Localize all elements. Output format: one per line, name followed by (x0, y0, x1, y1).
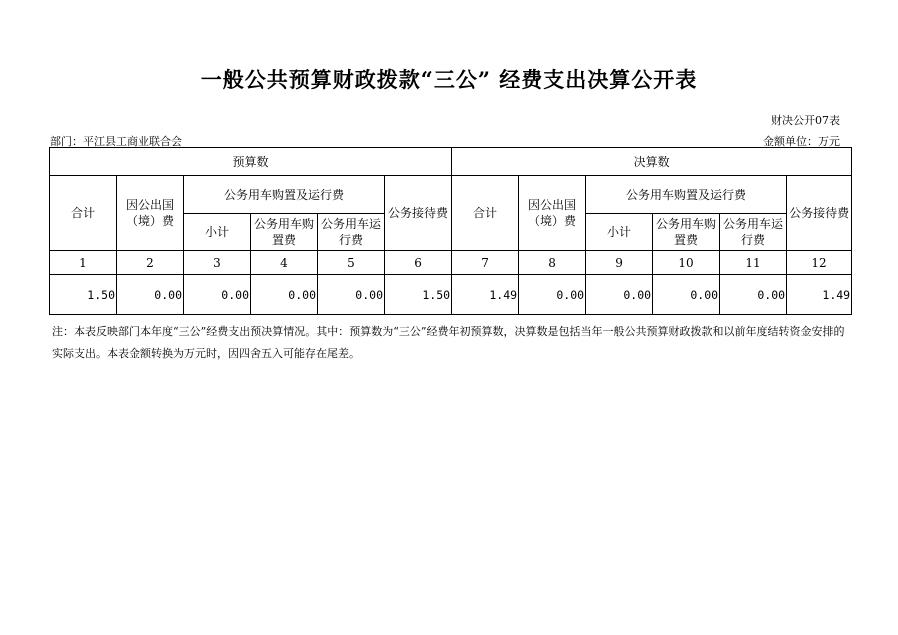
col-number: 12 (787, 251, 852, 275)
budget-vehicle-subtotal-value: 0.00 (184, 275, 251, 315)
actual-vehicle-subtotal-value: 0.00 (586, 275, 653, 315)
budget-vehicle-operation-value: 0.00 (318, 275, 385, 315)
col-number: 5 (318, 251, 385, 275)
form-code: 财决公开07表 (771, 114, 840, 127)
actual-abroad-header: 因公出国（境）费 (519, 176, 586, 251)
unit-label: 金额单位：万元 (763, 135, 840, 148)
actual-vehicle-operation-header: 公务用车运行费 (720, 214, 787, 251)
budget-vehicle-purchase-value: 0.00 (251, 275, 318, 315)
budget-total-value: 1.50 (50, 275, 117, 315)
actual-vehicle-operation-value: 0.00 (720, 275, 787, 315)
col-number: 9 (586, 251, 653, 275)
footnote: 注：本表反映部门本年度“三公”经费支出预决算情况。其中：预算数为“三公”经费年初预算数，决算数是包括当年一般公共预算财政拨款和以前年度结转资金安排的实际支出。本表金额转换为万元时，因四舍五入可能存在尾差。 (52, 325, 845, 360)
col-number: 1 (50, 251, 117, 275)
budget-reception-value: 1.50 (385, 275, 452, 315)
col-number: 4 (251, 251, 318, 275)
actual-total-header: 合计 (452, 176, 519, 251)
budget-header: 预算数 (50, 148, 452, 176)
budget-vehicle-purchase-header: 公务用车购置费 (251, 214, 318, 251)
col-number: 2 (117, 251, 184, 275)
department-label: 部门：平江县工商业联合会 (50, 135, 182, 148)
three-public-expenses-table (49, 147, 852, 315)
actual-abroad-value: 0.00 (519, 275, 586, 315)
budget-vehicle-operation-header: 公务用车运行费 (318, 214, 385, 251)
col-number: 10 (653, 251, 720, 275)
budget-reception-header: 公务接待费 (385, 176, 452, 251)
actual-vehicle-group-header: 公务用车购置及运行费 (586, 176, 787, 214)
value-row (50, 275, 852, 315)
actual-vehicle-purchase-header: 公务用车购置费 (653, 214, 720, 251)
actual-total-value: 1.49 (452, 275, 519, 315)
budget-abroad-header: 因公出国（境）费 (117, 176, 184, 251)
column-number-row (50, 251, 852, 275)
actual-subtotal-header: 小计 (586, 214, 653, 251)
actual-vehicle-purchase-value: 0.00 (653, 275, 720, 315)
budget-subtotal-header: 小计 (184, 214, 251, 251)
actual-reception-header: 公务接待费 (787, 176, 852, 251)
col-number: 7 (452, 251, 519, 275)
page-title: 一般公共预算财政拨款“三公” 经费支出决算公开表 (200, 67, 698, 92)
actual-reception-value: 1.49 (787, 275, 852, 315)
budget-total-header: 合计 (50, 176, 117, 251)
col-number: 11 (720, 251, 787, 275)
budget-vehicle-group-header: 公务用车购置及运行费 (184, 176, 385, 214)
budget-abroad-value: 0.00 (117, 275, 184, 315)
col-number: 3 (184, 251, 251, 275)
col-number: 8 (519, 251, 586, 275)
actual-header: 决算数 (452, 148, 852, 176)
col-number: 6 (385, 251, 452, 275)
